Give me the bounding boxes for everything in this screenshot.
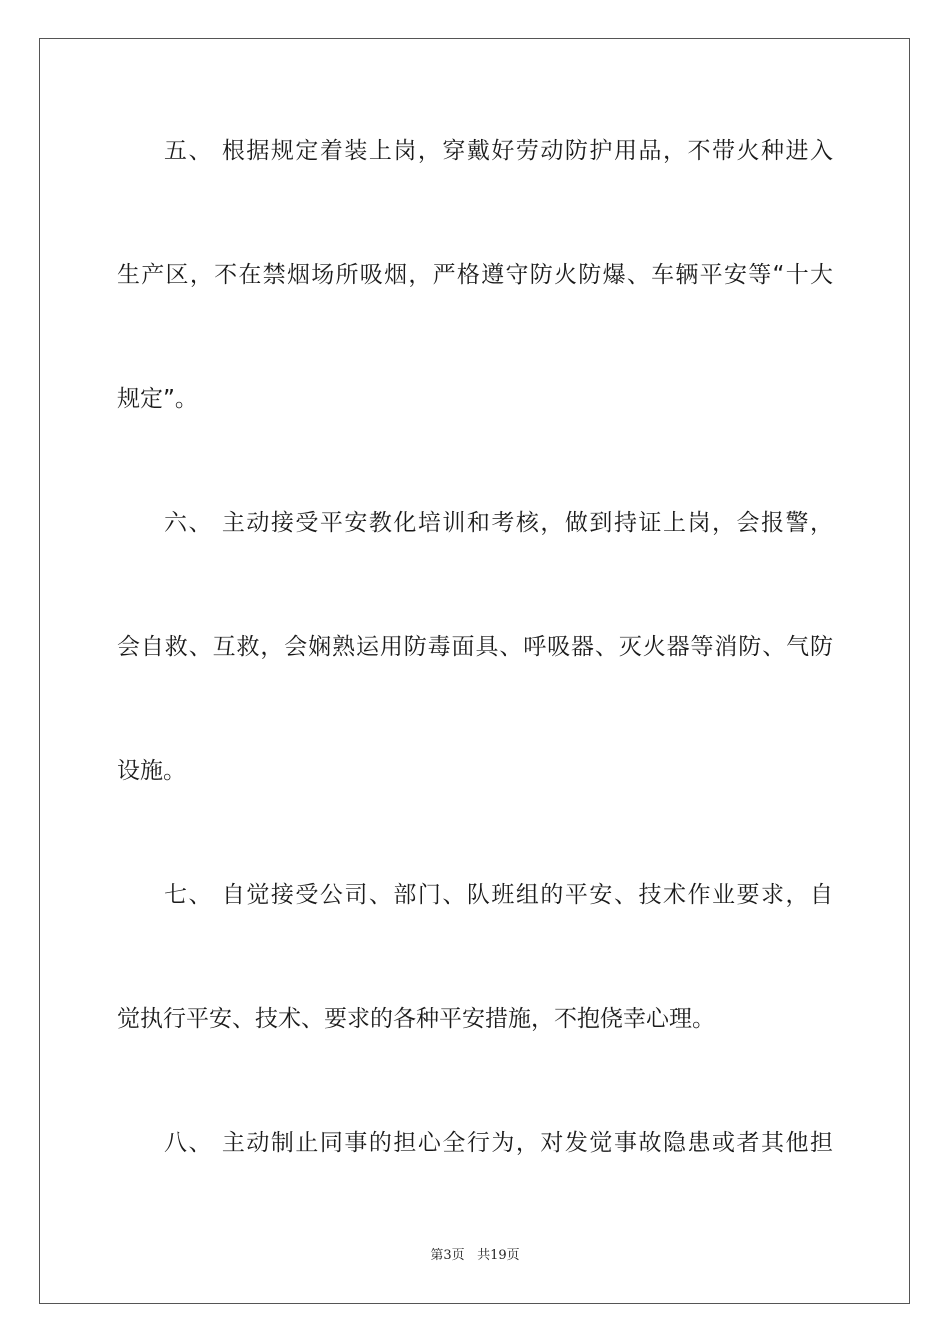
paragraph-6-line-3: 设施。 xyxy=(117,758,186,784)
page-total: 共19页 xyxy=(477,1248,520,1263)
paragraph-6-line-2: 会自救、互救，会娴熟运用防毒面具、呼吸器、灭火器等消防、气防 xyxy=(117,634,833,660)
paragraph-7-line-2: 觉执行平安、技术、要求的各种平安措施，不抱侥幸心理。 xyxy=(117,1006,715,1032)
paragraph-6-line-1: 六、 主动接受平安教化培训和考核，做到持证上岗，会报警， xyxy=(164,510,833,536)
page-footer xyxy=(0,1248,950,1264)
page-number: 第3页 xyxy=(430,1248,465,1263)
paragraph-7-line-1: 七、 自觉接受公司、部门、队班组的平安、技术作业要求，自 xyxy=(164,882,833,908)
paragraph-8-line-1: 八、 主动制止同事的担心全行为，对发觉事故隐患或者其他担 xyxy=(164,1130,833,1156)
paragraph-5-line-2: 生产区，不在禁烟场所吸烟，严格遵守防火防爆、车辆平安等“十大 xyxy=(117,262,833,288)
page-border xyxy=(39,38,910,1304)
paragraph-5-line-3: 规定”。 xyxy=(117,386,198,412)
paragraph-5-line-1: 五、 根据规定着装上岗，穿戴好劳动防护用品，不带火种进入 xyxy=(164,138,833,164)
